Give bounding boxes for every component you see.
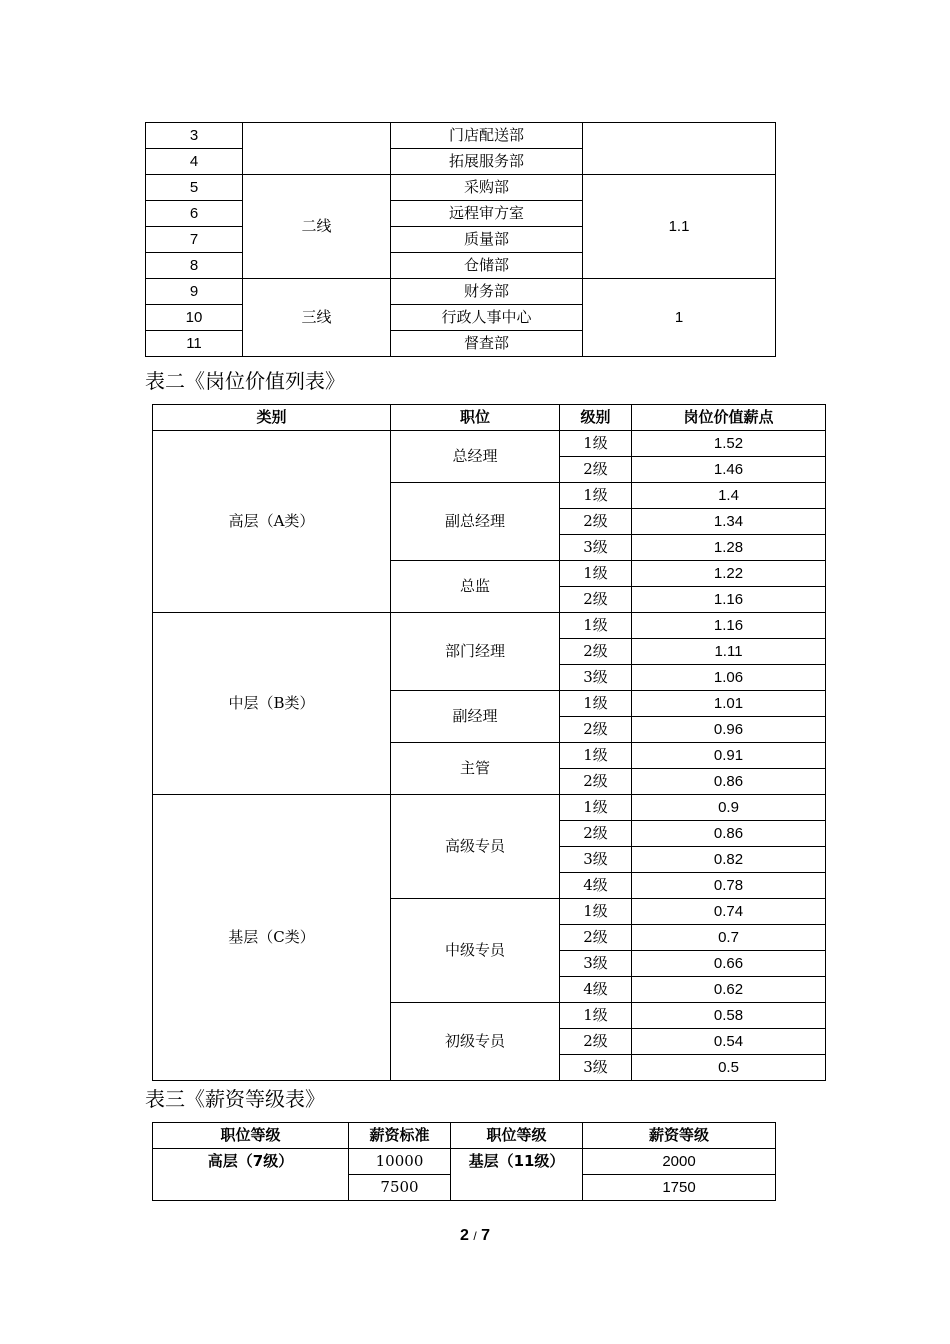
value-points-cell: 0.86 (632, 821, 826, 847)
header-level: 级别 (560, 405, 632, 431)
department-cell: 质量部 (391, 227, 583, 253)
department-cell: 采购部 (391, 175, 583, 201)
value-points-cell: 1.46 (632, 457, 826, 483)
department-coefficient-table (145, 122, 776, 357)
salary-grade-table (152, 1122, 776, 1201)
value-points-cell: 1.34 (632, 509, 826, 535)
level-cell: 3级 (560, 535, 632, 561)
table-row (146, 279, 776, 305)
table-header-row (153, 1123, 776, 1149)
level-cell: 1级 (560, 613, 632, 639)
value-points-cell: 1.22 (632, 561, 826, 587)
level-cell: 2级 (560, 587, 632, 613)
level-cell: 3级 (560, 1055, 632, 1081)
table-header-row (153, 405, 826, 431)
salary-grade-cell: 1750 (583, 1175, 776, 1201)
total-pages: 7 (481, 1227, 491, 1244)
table-row (146, 175, 776, 201)
row-number: 7 (146, 227, 243, 253)
value-points-cell: 1.4 (632, 483, 826, 509)
level-cell: 2级 (560, 925, 632, 951)
value-points-cell: 0.96 (632, 717, 826, 743)
category-cell: 基层（C类） (153, 795, 391, 1081)
header-position: 职位 (391, 405, 560, 431)
department-cell: 财务部 (391, 279, 583, 305)
table-row (153, 1149, 776, 1175)
value-points-cell: 1.16 (632, 613, 826, 639)
level-cell: 1级 (560, 561, 632, 587)
table2-caption: 表二《岗位价值列表》 (145, 369, 345, 393)
value-points-cell: 0.5 (632, 1055, 826, 1081)
value-points-cell: 0.7 (632, 925, 826, 951)
coefficient-cell: 1 (583, 279, 776, 357)
header-salary-standard: 薪资标准 (349, 1123, 451, 1149)
level-cell: 1级 (560, 1003, 632, 1029)
level-cell: 2级 (560, 769, 632, 795)
level-cell: 1级 (560, 899, 632, 925)
header-category: 类别 (153, 405, 391, 431)
department-cell: 门店配送部 (391, 123, 583, 149)
row-number: 8 (146, 253, 243, 279)
value-points-cell: 1.52 (632, 431, 826, 457)
category-cell: 中层（B类） (153, 613, 391, 795)
table-row (153, 431, 826, 457)
position-cell: 总监 (391, 561, 560, 613)
header-salary-grade: 薪资等级 (583, 1123, 776, 1149)
senior-grade-cell: 高层（7级） (153, 1149, 349, 1201)
level-cell: 3级 (560, 665, 632, 691)
department-cell: 督查部 (391, 331, 583, 357)
value-points-cell: 1.01 (632, 691, 826, 717)
line-group-cell (243, 123, 391, 175)
position-cell: 副经理 (391, 691, 560, 743)
position-value-table (152, 404, 826, 1081)
department-cell: 仓储部 (391, 253, 583, 279)
category-cell: 高层（A类） (153, 431, 391, 613)
coefficient-cell: 1.1 (583, 175, 776, 279)
value-points-cell: 0.54 (632, 1029, 826, 1055)
value-points-cell: 1.06 (632, 665, 826, 691)
position-cell: 高级专员 (391, 795, 560, 899)
value-points-cell: 1.28 (632, 535, 826, 561)
level-cell: 3级 (560, 951, 632, 977)
page-number (0, 1227, 950, 1245)
level-cell: 1级 (560, 431, 632, 457)
row-number: 4 (146, 149, 243, 175)
table-row (146, 123, 776, 149)
department-cell: 远程审方室 (391, 201, 583, 227)
current-page: 2 (459, 1227, 469, 1244)
level-cell: 2级 (560, 457, 632, 483)
header-position-grade-2: 职位等级 (451, 1123, 583, 1149)
header-value-points: 岗位价值薪点 (632, 405, 826, 431)
level-cell: 3级 (560, 847, 632, 873)
position-cell: 部门经理 (391, 613, 560, 691)
row-number: 3 (146, 123, 243, 149)
row-number: 10 (146, 305, 243, 331)
value-points-cell: 0.66 (632, 951, 826, 977)
base-grade-cell: 基层（11级） (451, 1149, 583, 1201)
position-cell: 中级专员 (391, 899, 560, 1003)
salary-standard-cell: 10000 (349, 1149, 451, 1175)
row-number: 11 (146, 331, 243, 357)
level-cell: 1级 (560, 743, 632, 769)
table-row (153, 795, 826, 821)
salary-standard-cell: 7500 (349, 1175, 451, 1201)
position-cell: 初级专员 (391, 1003, 560, 1081)
department-cell: 行政人事中心 (391, 305, 583, 331)
row-number: 6 (146, 201, 243, 227)
value-points-cell: 0.86 (632, 769, 826, 795)
position-value-body (153, 431, 826, 1081)
table-row (153, 613, 826, 639)
page-separator: / (473, 1229, 477, 1243)
table3-caption: 表三《薪资等级表》 (145, 1087, 325, 1111)
level-cell: 1级 (560, 795, 632, 821)
level-cell: 2级 (560, 821, 632, 847)
value-points-cell: 0.82 (632, 847, 826, 873)
line-group-cell: 三线 (243, 279, 391, 357)
level-cell: 2级 (560, 717, 632, 743)
value-points-cell: 0.91 (632, 743, 826, 769)
salary-grade-cell: 2000 (583, 1149, 776, 1175)
header-position-grade: 职位等级 (153, 1123, 349, 1149)
value-points-cell: 0.62 (632, 977, 826, 1003)
level-cell: 1级 (560, 691, 632, 717)
row-number: 9 (146, 279, 243, 305)
value-points-cell: 0.9 (632, 795, 826, 821)
level-cell: 4级 (560, 977, 632, 1003)
line-group-cell: 二线 (243, 175, 391, 279)
value-points-cell: 0.74 (632, 899, 826, 925)
value-points-cell: 1.11 (632, 639, 826, 665)
value-points-cell: 0.78 (632, 873, 826, 899)
value-points-cell: 1.16 (632, 587, 826, 613)
level-cell: 2级 (560, 509, 632, 535)
level-cell: 4级 (560, 873, 632, 899)
department-cell: 拓展服务部 (391, 149, 583, 175)
value-points-cell: 0.58 (632, 1003, 826, 1029)
level-cell: 1级 (560, 483, 632, 509)
position-cell: 总经理 (391, 431, 560, 483)
level-cell: 2级 (560, 1029, 632, 1055)
position-cell: 副总经理 (391, 483, 560, 561)
row-number: 5 (146, 175, 243, 201)
level-cell: 2级 (560, 639, 632, 665)
coefficient-cell (583, 123, 776, 175)
position-cell: 主管 (391, 743, 560, 795)
